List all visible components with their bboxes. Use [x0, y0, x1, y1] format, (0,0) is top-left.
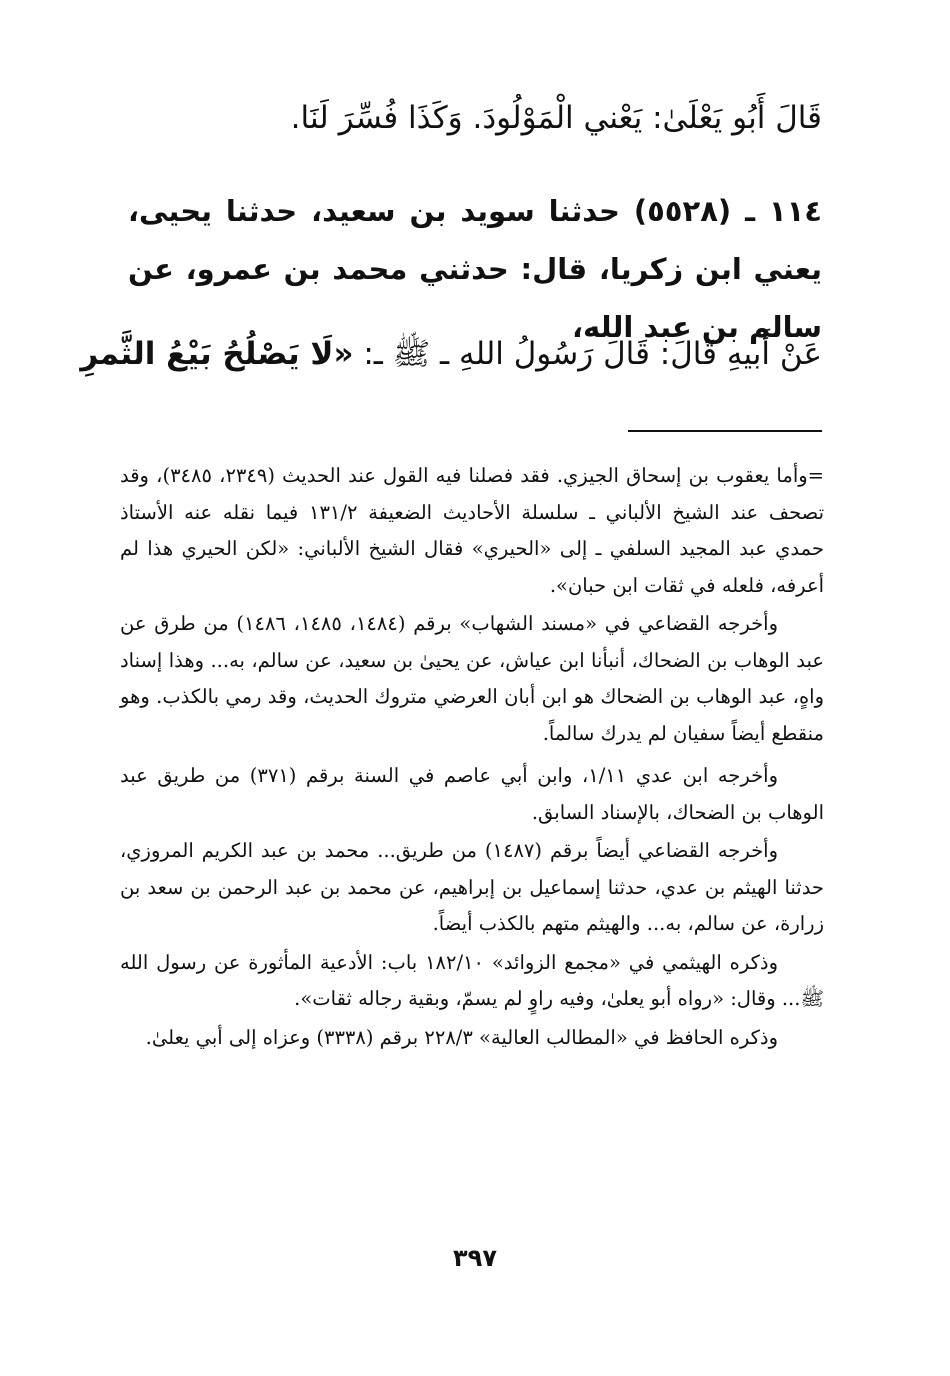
hadith-matn-intro: عَنْ أَبيهِ قَالَ: قَالَ رَسُولُ اللهِ ـ ﷺ ـ:: [353, 336, 822, 372]
main-text-line: قَالَ أَبُو يَعْلَىٰ: يَعْني الْمَوْلُودَ. وَكَذَا فُسِّرَ لَنَا.: [290, 100, 822, 136]
footnote-paragraph: وأخرجه ابن عدي ١/١١، وابن أبي عاصم في السنة برقم (٣٧١) من طريق عبد الوهاب بن الضحاك، بالإسناد السابق.: [120, 764, 824, 824]
hadith-matn-quote: «لَا يَصْلُحُ بَيْعُ الثَّمرِ: [80, 336, 354, 372]
page-number: ٣٩٧: [453, 1244, 497, 1272]
hadith-isnad: ١١٤ ـ (٥٥٢٨) حدثنا سويد بن سعيد، حدثنا يحيى، يعني ابن زكريا، قال: حدثني محمد بن عمرو، عن سالم بن عبد الله،: [128, 194, 823, 344]
footnote-separator: [628, 430, 822, 432]
footnotes-block: [120, 458, 824, 1056]
footnote-paragraph: وأخرجه القضاعي أيضاً برقم (١٤٨٧) من طريق... محمد بن عبد الكريم المروزي، حدثنا الهيثم بن عدي، حدثنا إسماعيل بن إبراهيم، عن محمد بن عبد الرحمن بن سعد بن زرارة، عن سالم، به... والهيثم متهم بالكذب أيضاً.: [120, 839, 824, 935]
footnote-paragraph: وذكره الهيثمي في «مجمع الزوائد» ١٨٢/١٠ باب: الأدعية المأثورة عن رسول الله ﷺ... وقال: «رواه أبو يعلىٰ، وفيه راوٍ لم يسمّ، وبقية رجاله ثقات».: [120, 950, 824, 1010]
footnote-paragraph: وذكره الحافظ في «المطالب العالية» ٢٢٨/٣ برقم (٣٣٣٨) وعزاه إلى أبي يعلىٰ.: [145, 1025, 778, 1049]
footnote-paragraph: =وأما يعقوب بن إسحاق الجيزي. فقد فصلنا فيه القول عند الحديث (٢٣٤٩، ٣٤٨٥)، وقد تصحف عند الشيخ الألباني ـ سلسلة الأحاديث الضعيفة ١٣١/٢ فيما نقله عنه الأستاذ حمدي عبد المجيد السلفي ـ إلى «الحيري» فقال الشيخ الألباني: «لكن الحيري هذا لم أعرفه، فلعله في ثقات ابن حبان».: [120, 464, 825, 597]
hadith-matn: [80, 335, 822, 380]
footnote-paragraph: وأخرجه القضاعي في «مسند الشهاب» برقم (١٤٨٤، ١٤٨٥، ١٤٨٦) من طرق عن عبد الوهاب بن الضحاك، أنبأنا ابن عياش، عن يحيىٰ بن سعيد، عن سالم، به... وهذا إسناد واهٍ، عبد الوهاب بن الضحاك هو ابن أبان العرضي متروك الحديث، وقد رمي بالكذب. وهو منقطع أيضاً سفيان لم يدرك سالماً.: [120, 612, 824, 745]
